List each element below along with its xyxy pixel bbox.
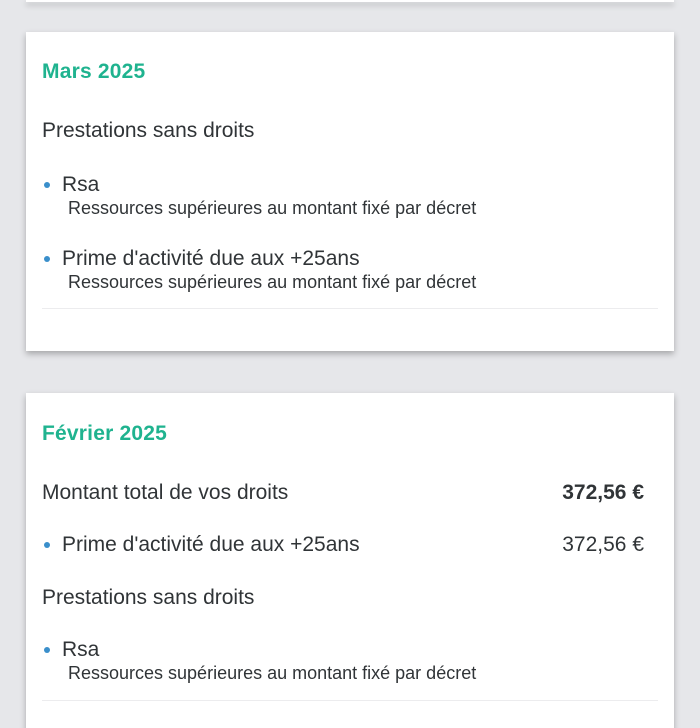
divider: [42, 700, 658, 701]
benefit-label: Rsa: [62, 173, 100, 196]
benefit-item-rsa: [44, 173, 644, 219]
bullet-icon: [44, 542, 50, 548]
section-title-no-rights: Prestations sans droits: [42, 586, 255, 609]
month-card-mars-2025: [26, 32, 674, 351]
month-card-fevrier-2025: [26, 393, 674, 728]
benefit-label: Prime d'activité due aux +25ans: [62, 247, 360, 270]
granted-item-prime-activite: [44, 533, 644, 557]
total-amount: 372,56 €: [562, 481, 644, 504]
benefit-reason: Ressources supérieures au montant fixé par décret: [68, 663, 477, 683]
total-label: Montant total de vos droits: [42, 481, 289, 504]
total-rights-row: [42, 481, 644, 505]
benefit-amount: 372,56 €: [562, 533, 644, 556]
previous-card-edge: [26, 0, 674, 2]
benefit-item-rsa: [44, 638, 644, 684]
bullet-icon: [44, 647, 50, 653]
section-title-no-rights: Prestations sans droits: [42, 119, 255, 142]
month-title: Mars 2025: [42, 60, 146, 83]
bullet-icon: [44, 182, 50, 188]
benefit-reason: Ressources supérieures au montant fixé par décret: [68, 272, 477, 292]
benefit-item-prime-activite: [44, 247, 644, 293]
divider: [42, 308, 658, 309]
benefit-label: Prime d'activité due aux +25ans: [62, 533, 360, 556]
benefit-reason: Ressources supérieures au montant fixé par décret: [68, 198, 477, 218]
benefit-label: Rsa: [62, 638, 100, 661]
month-title: Février 2025: [42, 422, 167, 445]
bullet-icon: [44, 256, 50, 262]
